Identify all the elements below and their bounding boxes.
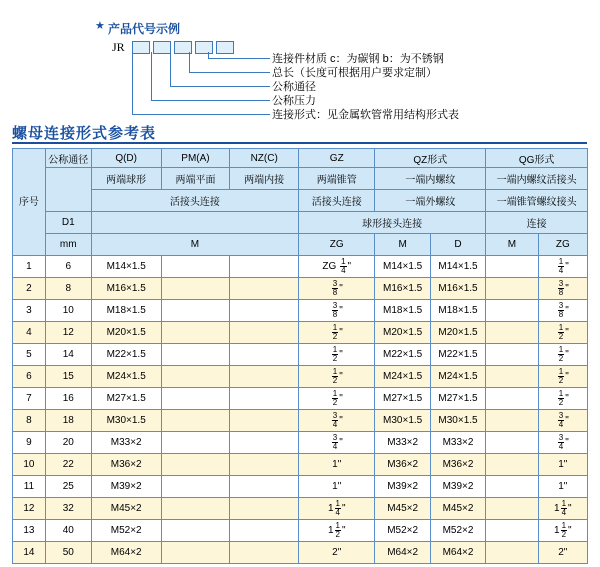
table-row — [13, 322, 588, 344]
cell-qz-d: M14×1.5 — [430, 256, 485, 278]
table-header — [13, 149, 588, 256]
cell-pm — [161, 388, 230, 410]
cell-nz — [230, 432, 299, 454]
cell-qz-d: M52×2 — [430, 520, 485, 542]
cell-qz-m: M30×1.5 — [375, 410, 430, 432]
cell-seq: 13 — [13, 520, 46, 542]
cell-qz-m: M39×2 — [375, 476, 430, 498]
table-row — [13, 366, 588, 388]
cell-dn: 32 — [45, 498, 91, 520]
header-qz-desc: 一端内螺纹 — [375, 168, 486, 190]
cell-seq: 2 — [13, 278, 46, 300]
cell-gz: $\frac{1}{2}$ " — [299, 344, 375, 366]
table-row — [13, 278, 588, 300]
cell-qz-d: M24×1.5 — [430, 366, 485, 388]
cell-qg-m — [486, 278, 538, 300]
cell-pm — [161, 476, 230, 498]
cell-gz: 2" — [299, 542, 375, 564]
cell-seq: 12 — [13, 498, 46, 520]
cell-q: M22×1.5 — [91, 344, 161, 366]
cell-dn: 25 — [45, 476, 91, 498]
cell-qg-zg: 2" — [538, 542, 587, 564]
cell-pm — [161, 520, 230, 542]
header-seq — [13, 149, 46, 256]
cell-qg-m — [486, 498, 538, 520]
table-row — [13, 498, 588, 520]
header-sub-zg-gz: ZG — [299, 234, 375, 256]
cell-q: M14×1.5 — [91, 256, 161, 278]
cell-qg-zg: $\frac{1}{2}$ " — [538, 366, 587, 388]
table-row — [13, 410, 588, 432]
cell-nz — [230, 498, 299, 520]
product-code-legend — [0, 0, 600, 121]
cell-nz — [230, 256, 299, 278]
cell-gz: $\frac{3}{8}$ " — [299, 300, 375, 322]
cell-qg-zg: 1 $\frac{1}{4}$ " — [538, 498, 587, 520]
cell-qg-zg: 1" — [538, 454, 587, 476]
leader-line-h4 — [189, 72, 270, 73]
cell-qg-m — [486, 322, 538, 344]
cell-pm — [161, 322, 230, 344]
cell-gz: $\frac{1}{2}$ " — [299, 322, 375, 344]
cell-qz-d: M18×1.5 — [430, 300, 485, 322]
cell-qg-m — [486, 344, 538, 366]
cell-qg-m — [486, 366, 538, 388]
header-group-nz: NZ(C) — [230, 149, 299, 168]
code-prefix: JR — [112, 40, 125, 54]
table-row — [13, 432, 588, 454]
cell-seq: 5 — [13, 344, 46, 366]
cell-dn: 16 — [45, 388, 91, 410]
cell-qz-m: M27×1.5 — [375, 388, 430, 410]
cell-qg-zg: 1" — [538, 476, 587, 498]
cell-qg-m — [486, 300, 538, 322]
cell-dn: 10 — [45, 300, 91, 322]
nut-connection-table — [12, 148, 588, 564]
header-row-3 — [13, 190, 588, 212]
cell-dn: 14 — [45, 344, 91, 366]
cell-dn: 6 — [45, 256, 91, 278]
cell-qg-zg: $\frac{3}{8}$ " — [538, 300, 587, 322]
cell-qg-zg: $\frac{1}{2}$ " — [538, 388, 587, 410]
leader-line-v3 — [170, 52, 171, 87]
cell-qg-m — [486, 256, 538, 278]
header-sub-d-qz: D — [430, 234, 485, 256]
cell-pm — [161, 410, 230, 432]
cell-dn: 40 — [45, 520, 91, 542]
cell-qz-m: M64×2 — [375, 542, 430, 564]
cell-qz-d: M45×2 — [430, 498, 485, 520]
legend-label-material: 连接件材质 c：为碳钢 b：为不锈钢 — [272, 53, 444, 65]
cell-q: M24×1.5 — [91, 366, 161, 388]
cell-seq: 7 — [13, 388, 46, 410]
cell-seq: 3 — [13, 300, 46, 322]
header-gz-connection: 活接头连接 — [299, 190, 375, 212]
header-sub-m-left: M — [91, 234, 298, 256]
cell-pm — [161, 366, 230, 388]
cell-seq: 11 — [13, 476, 46, 498]
cell-q: M30×1.5 — [91, 410, 161, 432]
cell-seq: 1 — [13, 256, 46, 278]
cell-qz-d: M22×1.5 — [430, 344, 485, 366]
cell-seq: 8 — [13, 410, 46, 432]
header-dn: 公称通径 — [45, 149, 91, 168]
cell-nz — [230, 454, 299, 476]
cell-qg-zg: $\frac{1}{2}$ " — [538, 322, 587, 344]
legend-label-connection-type: 连接形式：见金属软管常用结构形式表 — [272, 109, 459, 121]
table-row — [13, 388, 588, 410]
header-row-1 — [13, 149, 588, 168]
cell-dn: 15 — [45, 366, 91, 388]
cell-q: M52×2 — [91, 520, 161, 542]
cell-qg-m — [486, 542, 538, 564]
cell-qg-zg: $\frac{3}{4}$ " — [538, 432, 587, 454]
header-ball-joint: 球形接头连接 — [299, 212, 486, 234]
cell-dn: 18 — [45, 410, 91, 432]
header-q-desc: 两端球形 — [91, 168, 161, 190]
cell-nz — [230, 542, 299, 564]
legend-title: 产品代号示例 — [108, 22, 181, 36]
cell-qz-m: M18×1.5 — [375, 300, 430, 322]
header-group-qg: QG形式 — [486, 149, 588, 168]
leader-line-v2 — [151, 52, 152, 101]
cell-pm — [161, 256, 230, 278]
header-gz-desc: 两端锥管 — [299, 168, 375, 190]
cell-qz-d: M27×1.5 — [430, 388, 485, 410]
cell-qg-m — [486, 476, 538, 498]
cell-q: M33×2 — [91, 432, 161, 454]
table-row — [13, 476, 588, 498]
cell-nz — [230, 476, 299, 498]
cell-gz: 1" — [299, 454, 375, 476]
header-nz-desc: 两端内接 — [230, 168, 299, 190]
cell-dn: 20 — [45, 432, 91, 454]
header-seq-text: 序号 — [18, 196, 39, 208]
header-row-2 — [13, 168, 588, 190]
cell-qz-d: M36×2 — [430, 454, 485, 476]
code-box-4 — [195, 41, 213, 54]
cell-q: M27×1.5 — [91, 388, 161, 410]
table-row — [13, 300, 588, 322]
cell-seq: 10 — [13, 454, 46, 476]
cell-qg-m — [486, 432, 538, 454]
header-pm-desc: 两端平面 — [161, 168, 230, 190]
cell-gz: $\frac{1}{2}$ " — [299, 388, 375, 410]
cell-gz: ZG $\frac{1}{4}$ " — [299, 256, 375, 278]
leader-line-h1 — [132, 114, 270, 115]
code-box-1 — [132, 41, 150, 54]
cell-qg-zg: $\frac{1}{4}$ " — [538, 256, 587, 278]
legend-label-list — [272, 52, 459, 122]
cell-qz-m: M14×1.5 — [375, 256, 430, 278]
cell-qz-m: M52×2 — [375, 520, 430, 542]
cell-nz — [230, 300, 299, 322]
cell-seq: 9 — [13, 432, 46, 454]
cell-dn: 12 — [45, 322, 91, 344]
header-dn-blank — [45, 168, 91, 212]
cell-dn: 22 — [45, 454, 91, 476]
cell-gz: 1" — [299, 476, 375, 498]
cell-seq: 4 — [13, 322, 46, 344]
header-group-pm: PM(A) — [161, 149, 230, 168]
cell-gz: $\frac{3}{8}$ " — [299, 278, 375, 300]
cell-qg-zg: 1 $\frac{1}{2}$ " — [538, 520, 587, 542]
table-row — [13, 454, 588, 476]
header-qg-connection: 一端锥管螺纹接头 — [486, 190, 588, 212]
cell-qz-d: M20×1.5 — [430, 322, 485, 344]
cell-qg-m — [486, 520, 538, 542]
cell-qz-d: M64×2 — [430, 542, 485, 564]
header-qg-connect: 连接 — [486, 212, 588, 234]
cell-qz-d: M33×2 — [430, 432, 485, 454]
cell-q: M20×1.5 — [91, 322, 161, 344]
cell-dn: 50 — [45, 542, 91, 564]
page-title: 螺母连接形式参考表 — [12, 125, 157, 142]
cell-qz-m: M20×1.5 — [375, 322, 430, 344]
cell-qz-d: M30×1.5 — [430, 410, 485, 432]
header-sub-zg-qg: ZG — [538, 234, 587, 256]
table-body — [13, 256, 588, 564]
cell-pm — [161, 300, 230, 322]
cell-nz — [230, 322, 299, 344]
cell-seq: 14 — [13, 542, 46, 564]
leader-line-v1 — [132, 52, 133, 115]
table-row — [13, 520, 588, 542]
cell-pm — [161, 344, 230, 366]
cell-q: M16×1.5 — [91, 278, 161, 300]
table-row — [13, 256, 588, 278]
cell-qg-zg: $\frac{3}{8}$ " — [538, 278, 587, 300]
cell-pm — [161, 542, 230, 564]
cell-seq: 6 — [13, 366, 46, 388]
cell-qz-m: M45×2 — [375, 498, 430, 520]
header-group-qz: QZ形式 — [375, 149, 486, 168]
cell-q: M64×2 — [91, 542, 161, 564]
cell-nz — [230, 520, 299, 542]
cell-gz: 1 $\frac{1}{4}$ " — [299, 498, 375, 520]
cell-qz-d: M16×1.5 — [430, 278, 485, 300]
cell-qz-m: M33×2 — [375, 432, 430, 454]
code-boxes — [132, 41, 234, 54]
cell-nz — [230, 410, 299, 432]
cell-pm — [161, 498, 230, 520]
cell-qz-m: M36×2 — [375, 454, 430, 476]
header-blank-left — [91, 212, 298, 234]
cell-gz: $\frac{3}{4}$ " — [299, 432, 375, 454]
code-box-2 — [153, 41, 171, 54]
header-left-connection: 活接头连接 — [91, 190, 298, 212]
title-underline — [12, 142, 587, 144]
leader-line-h5 — [208, 58, 270, 59]
cell-pm — [161, 454, 230, 476]
cell-pm — [161, 278, 230, 300]
cell-nz — [230, 278, 299, 300]
legend-label-nominal-diameter: 公称通径 — [272, 81, 316, 93]
cell-q: M45×2 — [91, 498, 161, 520]
table-row — [13, 344, 588, 366]
cell-qz-d: M39×2 — [430, 476, 485, 498]
cell-qg-zg: $\frac{1}{2}$ " — [538, 344, 587, 366]
cell-qg-m — [486, 388, 538, 410]
header-unit-mm: mm — [45, 234, 91, 256]
leader-line-h3 — [170, 86, 270, 87]
cell-nz — [230, 366, 299, 388]
legend-label-length: 总长（长度可根据用户要求定制） — [272, 67, 437, 79]
header-sub-m-qz: M — [375, 234, 430, 256]
header-d1: D1 — [45, 212, 91, 234]
cell-dn: 8 — [45, 278, 91, 300]
leader-line-v4 — [189, 52, 190, 73]
cell-gz: $\frac{3}{4}$ " — [299, 410, 375, 432]
legend-label-nominal-pressure: 公称压力 — [272, 95, 316, 107]
header-sub-m-qg: M — [486, 234, 538, 256]
cell-qg-m — [486, 454, 538, 476]
header-row-5 — [13, 234, 588, 256]
cell-qz-m: M24×1.5 — [375, 366, 430, 388]
header-row-4 — [13, 212, 588, 234]
cell-qz-m: M22×1.5 — [375, 344, 430, 366]
cell-nz — [230, 388, 299, 410]
header-group-gz: GZ — [299, 149, 375, 168]
cell-q: M39×2 — [91, 476, 161, 498]
cell-q: M18×1.5 — [91, 300, 161, 322]
cell-qg-m — [486, 410, 538, 432]
star-icon: ★ — [95, 20, 105, 32]
cell-qg-zg: $\frac{3}{4}$ " — [538, 410, 587, 432]
cell-qz-m: M16×1.5 — [375, 278, 430, 300]
cell-gz: 1 $\frac{1}{2}$ " — [299, 520, 375, 542]
header-qz-connection: 一端外螺纹 — [375, 190, 486, 212]
cell-gz: $\frac{1}{2}$ " — [299, 366, 375, 388]
table-row — [13, 542, 588, 564]
cell-nz — [230, 344, 299, 366]
cell-pm — [161, 432, 230, 454]
header-group-q: Q(D) — [91, 149, 161, 168]
cell-q: M36×2 — [91, 454, 161, 476]
code-box-5 — [216, 41, 234, 54]
header-qg-desc: 一端内螺纹活接头 — [486, 168, 588, 190]
leader-line-h2 — [151, 100, 270, 101]
